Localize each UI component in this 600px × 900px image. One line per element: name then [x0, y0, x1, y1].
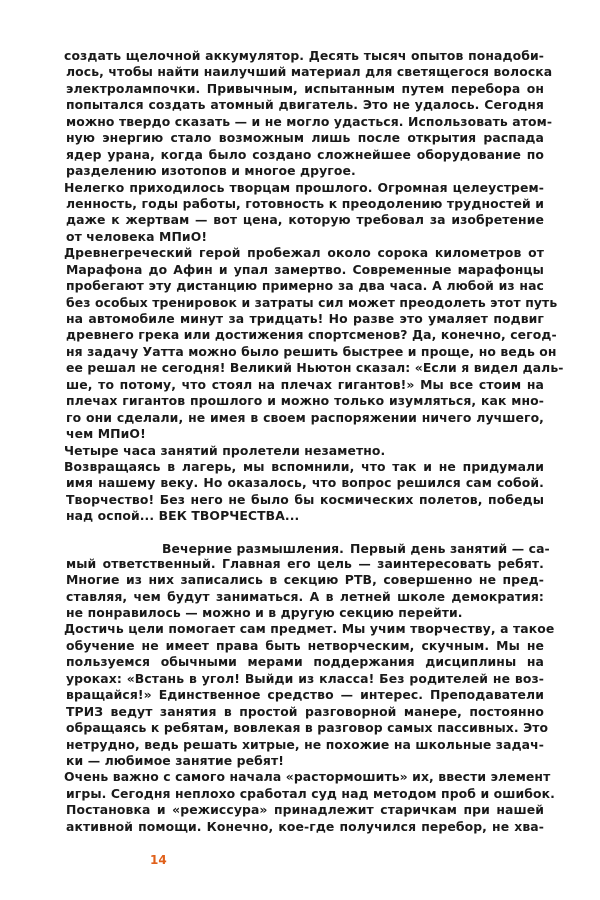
text-line: ядер урана, когда было создано сложнейшее оборудование по: [66, 146, 544, 162]
text-line: обращаясь к ребятам, вовлекая в разговор самых пассивных. Это: [66, 720, 549, 736]
text-line: уроках: «Встань в угол! Выйди из класса! Без родителей не воз-: [66, 670, 544, 686]
paragraph: [64, 769, 555, 835]
text-line: Многие из них записались в секцию РТВ, совершенно не пред-: [66, 572, 544, 588]
text-line: пользуемся обычными мерами поддержания дисциплины на: [66, 654, 544, 670]
text-part-2: [64, 555, 555, 835]
page-body: [64, 48, 564, 835]
text-line: мый ответственный. Главная его цель — заинтересовать ребят.: [66, 555, 544, 571]
text-line: на автомобиле минут за тридцать! Но разве это умаляет подвиг: [66, 311, 544, 326]
text-line: Возвращаясь в лагерь, мы вспомнили, что так и не придумали: [64, 458, 544, 474]
section-heading: Вечерние размышления.: [162, 540, 344, 556]
text-line: создать щелочной аккумулятор. Десять тысяч опытов понадоби-: [64, 48, 544, 63]
text-line: Очень важно с самого начала «растормошить» их, ввести элемент: [64, 769, 551, 785]
text-line: ня задачу Уатта можно было решить быстрее и проще, но ведь он: [66, 343, 557, 359]
paragraph: [66, 180, 544, 246]
text-line: ленность, годы работы, готовность к преодолению трудностей и: [66, 195, 544, 211]
paragraph: [66, 443, 544, 459]
paragraph: [66, 459, 544, 525]
text-line: ную энергию стало возможным лишь после открытия распада: [66, 130, 544, 146]
text-line: чем МПиО!: [66, 426, 146, 442]
text-line: ки — любимое занятие ребят!: [66, 752, 284, 768]
text-line: плечах гигантов прошлого и можно только изумляться, как мно-: [66, 393, 544, 409]
text-line: Нелегко приходилось творцам прошлого. Огромная целеустрем-: [64, 179, 544, 195]
text-line: над оспой... ВЕК ТВОРЧЕСТВА...: [66, 508, 300, 524]
text-line: попытался создать атомный двигатель. Это не удалось. Сегодня: [66, 97, 544, 113]
paragraph: [64, 621, 555, 769]
text-line: без особых тренировок и затраты сил может преодолеть этот путь: [66, 294, 558, 310]
text-line: Марафона до Афин и упал замертво. Современные марафонцы: [66, 261, 544, 277]
text-line: ее решал не сегодня! Великий Ньютон сказал: «Если я видел даль-: [66, 360, 564, 376]
text-line: ше, то потому, что стоял на плечах гигантов!» Мы все стоим на: [66, 376, 544, 392]
text-line: ТРИЗ ведут занятия в простой разговорной манере, постоянно: [66, 703, 544, 719]
text-line: игры. Сегодня неплохо сработал суд над методом проб и ошибок.: [66, 785, 555, 801]
page-number: 14: [150, 853, 167, 867]
text-line: нетрудно, ведь решать хитрые, не похожие на школьные задач-: [66, 736, 544, 752]
text-line: вращайся!» Единственное средство — интерес. Преподаватели: [66, 687, 544, 703]
text-line: лось, чтобы найти наилучший материал для светящегося волоска: [66, 64, 553, 80]
text-line: го они сделали, не имея в своем распоряжении ничего лучшего,: [66, 409, 544, 425]
text-line: разделению изотопов и многое другое.: [66, 163, 356, 179]
text-line: можно твердо сказать — и не могло удасться. Использовать атом-: [66, 113, 553, 129]
paragraph: [64, 245, 564, 442]
text-line: Достичь цели помогает сам предмет. Мы учим творчеству, а такое: [64, 621, 555, 637]
text-line: обучение не имеет права быть нетворческим, скучным. Мы не: [66, 637, 544, 653]
text-line: электролампочки. Привычным, испытанным путем перебора он: [66, 80, 544, 96]
text-line: Древнегреческий герой пробежал около сорока километров от: [64, 245, 544, 261]
text-line: пробегают эту дистанцию примерно за два часа. А любой из нас: [66, 278, 544, 294]
text-line: имя нашему веку. Но оказалось, что вопрос решился сам собой.: [66, 475, 544, 491]
text-part-1: [64, 48, 564, 525]
section-first-line-text: Первый день занятий — са-: [350, 540, 550, 556]
paragraph: [66, 556, 544, 622]
text-line: от человека МПиО!: [66, 228, 208, 244]
text-line: не понравилось — можно и в другую секцию перейти.: [66, 605, 463, 620]
text-line: даже к жертвам — вот цена, которую требовал за изобретение: [66, 212, 544, 228]
text-line: Четыре часа занятий пролетели незаметно.: [64, 442, 386, 458]
section-first-line: [66, 540, 550, 556]
section-gap: [66, 525, 544, 541]
text-line: Творчество! Без него не было бы космических полетов, победы: [66, 491, 544, 507]
text-line: Постановка и «режиссура» принадлежит старичкам при нашей: [66, 802, 544, 818]
text-line: ставляя, чем будут заниматься. А в летней школе демократия:: [66, 588, 544, 604]
text-line: активной помощи. Конечно, кое-где получился перебор, не хва-: [66, 818, 544, 834]
text-line: древнего грека или достижения спортсменов? Да, конечно, сегод-: [66, 327, 557, 343]
paragraph: [64, 48, 553, 180]
